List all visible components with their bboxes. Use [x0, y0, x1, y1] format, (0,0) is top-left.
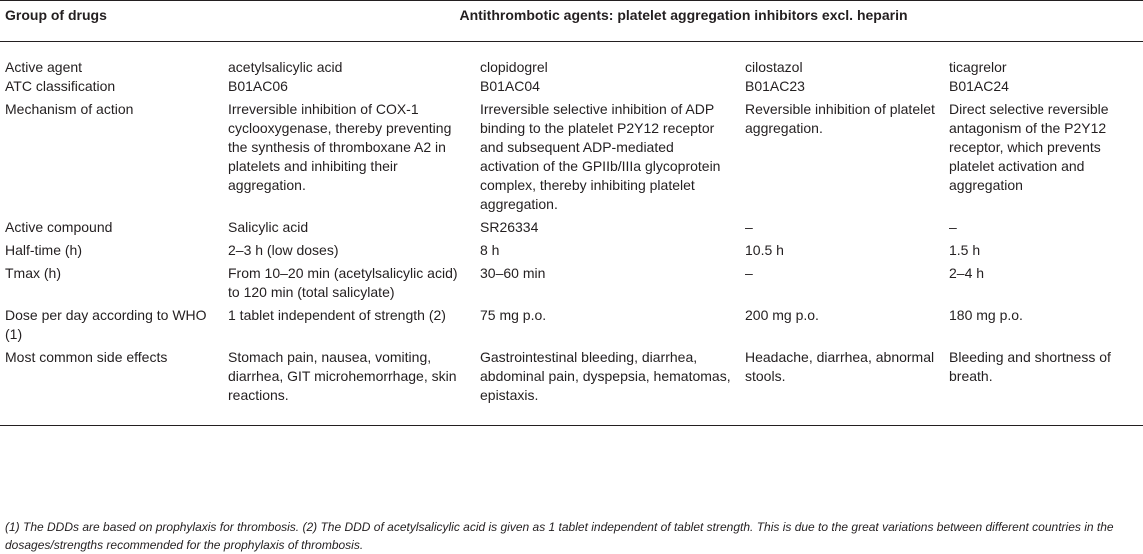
table-cell: cilostazol — [745, 59, 803, 75]
table-cell: – — [745, 219, 753, 235]
table-cell: B01AC04 — [480, 78, 540, 94]
table-cell: B01AC24 — [949, 78, 1009, 94]
table-row — [0, 241, 1143, 264]
table-cell: clopidogrel — [480, 59, 548, 75]
table-cell: B01AC06 — [228, 78, 288, 94]
table-cell: Headache, diarrhea, abnormal stools. — [740, 348, 944, 426]
row-label: Half-time (h) — [5, 242, 83, 258]
table-row — [0, 348, 1143, 426]
table-cell: 2–3 h (low doses) — [228, 242, 339, 258]
table-cell: 1.5 h — [949, 242, 981, 258]
table-row — [0, 306, 1143, 348]
table-cell: Gastrointestinal bleeding, diarrhea, abdominal pain, dyspepsia, hematomas, epistaxis. — [475, 348, 740, 426]
table-cell: 2–4 h — [949, 265, 985, 281]
table-top-rule — [0, 0, 1143, 1]
table-cell: Direct selective reversible antagonism of the P2Y12 receptor, which prevents platelet activation and aggregation — [949, 101, 1109, 193]
row-label: Active compound — [5, 219, 113, 235]
table-cell: SR26334 — [480, 219, 539, 235]
header-row — [0, 6, 1143, 42]
table-cell: – — [949, 219, 957, 235]
table-cell: 10.5 h — [745, 242, 784, 258]
table-cell: Stomach pain, nausea, vomiting, diarrhea, GIT microhemorrhage, skin reactions. — [223, 348, 475, 426]
table-cell: Irreversible selective inhibition of ADP binding to the platelet P2Y12 receptor and subsequent ADP-mediated activation of the GPIIb/IIIa glycoprotein complex, thereby inhibiting platelet aggregation. — [480, 101, 721, 212]
row-label: ATC classification — [5, 78, 116, 94]
row-label: Most common side effects — [0, 348, 223, 426]
row-label: Mechanism of action — [5, 101, 134, 117]
table-row — [0, 264, 1143, 306]
table-cell: Irreversible inhibition of COX-1 cyclooxygenase, thereby preventing the synthesis of thromboxane A2 in platelets and inhibiting their aggregation. — [228, 101, 452, 193]
table-cell: ticagrelor — [949, 59, 1007, 75]
drug-comparison-table — [0, 6, 1143, 426]
table-cell: 200 mg p.o. — [745, 307, 819, 323]
table-row — [0, 42, 1143, 78]
table-cell: 180 mg p.o. — [949, 307, 1023, 323]
table-footnote: (1) The DDDs are based on prophylaxis for thrombosis. (2) The DDD of acetylsalicylic acid is given as 1 tablet independent of tablet strength. This is due to the great variations between different countries in the dosages/strengths recommended for the prophylaxis of thrombosis. — [5, 520, 1114, 552]
table-cell: acetylsalicylic acid — [228, 59, 343, 75]
row-label: Active agent — [5, 59, 83, 75]
table-cell: – — [745, 265, 753, 281]
table-cell: Reversible inhibition of platelet aggregation. — [745, 101, 935, 136]
table-row — [0, 77, 1143, 100]
table-cell: 1 tablet independent of strength (2) — [228, 307, 446, 323]
header-group-label: Group of drugs — [0, 6, 223, 42]
table-row — [0, 100, 1143, 218]
row-label: Dose per day according to WHO (1) — [5, 307, 207, 342]
row-label: Tmax (h) — [5, 265, 61, 281]
header-group-value: Antithrombotic agents: platelet aggregation inhibitors excl. heparin — [223, 6, 1143, 42]
table-cell: Bleeding and shortness of breath. — [944, 348, 1143, 426]
table-cell: 8 h — [480, 242, 500, 258]
table-cell: 75 mg p.o. — [480, 307, 547, 323]
table-row — [0, 218, 1143, 241]
table-cell: 30–60 min — [480, 265, 546, 281]
table-cell: From 10–20 min (acetylsalicylic acid) to 120 min (total salicylate) — [228, 265, 458, 300]
table-cell: Salicylic acid — [228, 219, 309, 235]
table-cell: B01AC23 — [745, 78, 805, 94]
